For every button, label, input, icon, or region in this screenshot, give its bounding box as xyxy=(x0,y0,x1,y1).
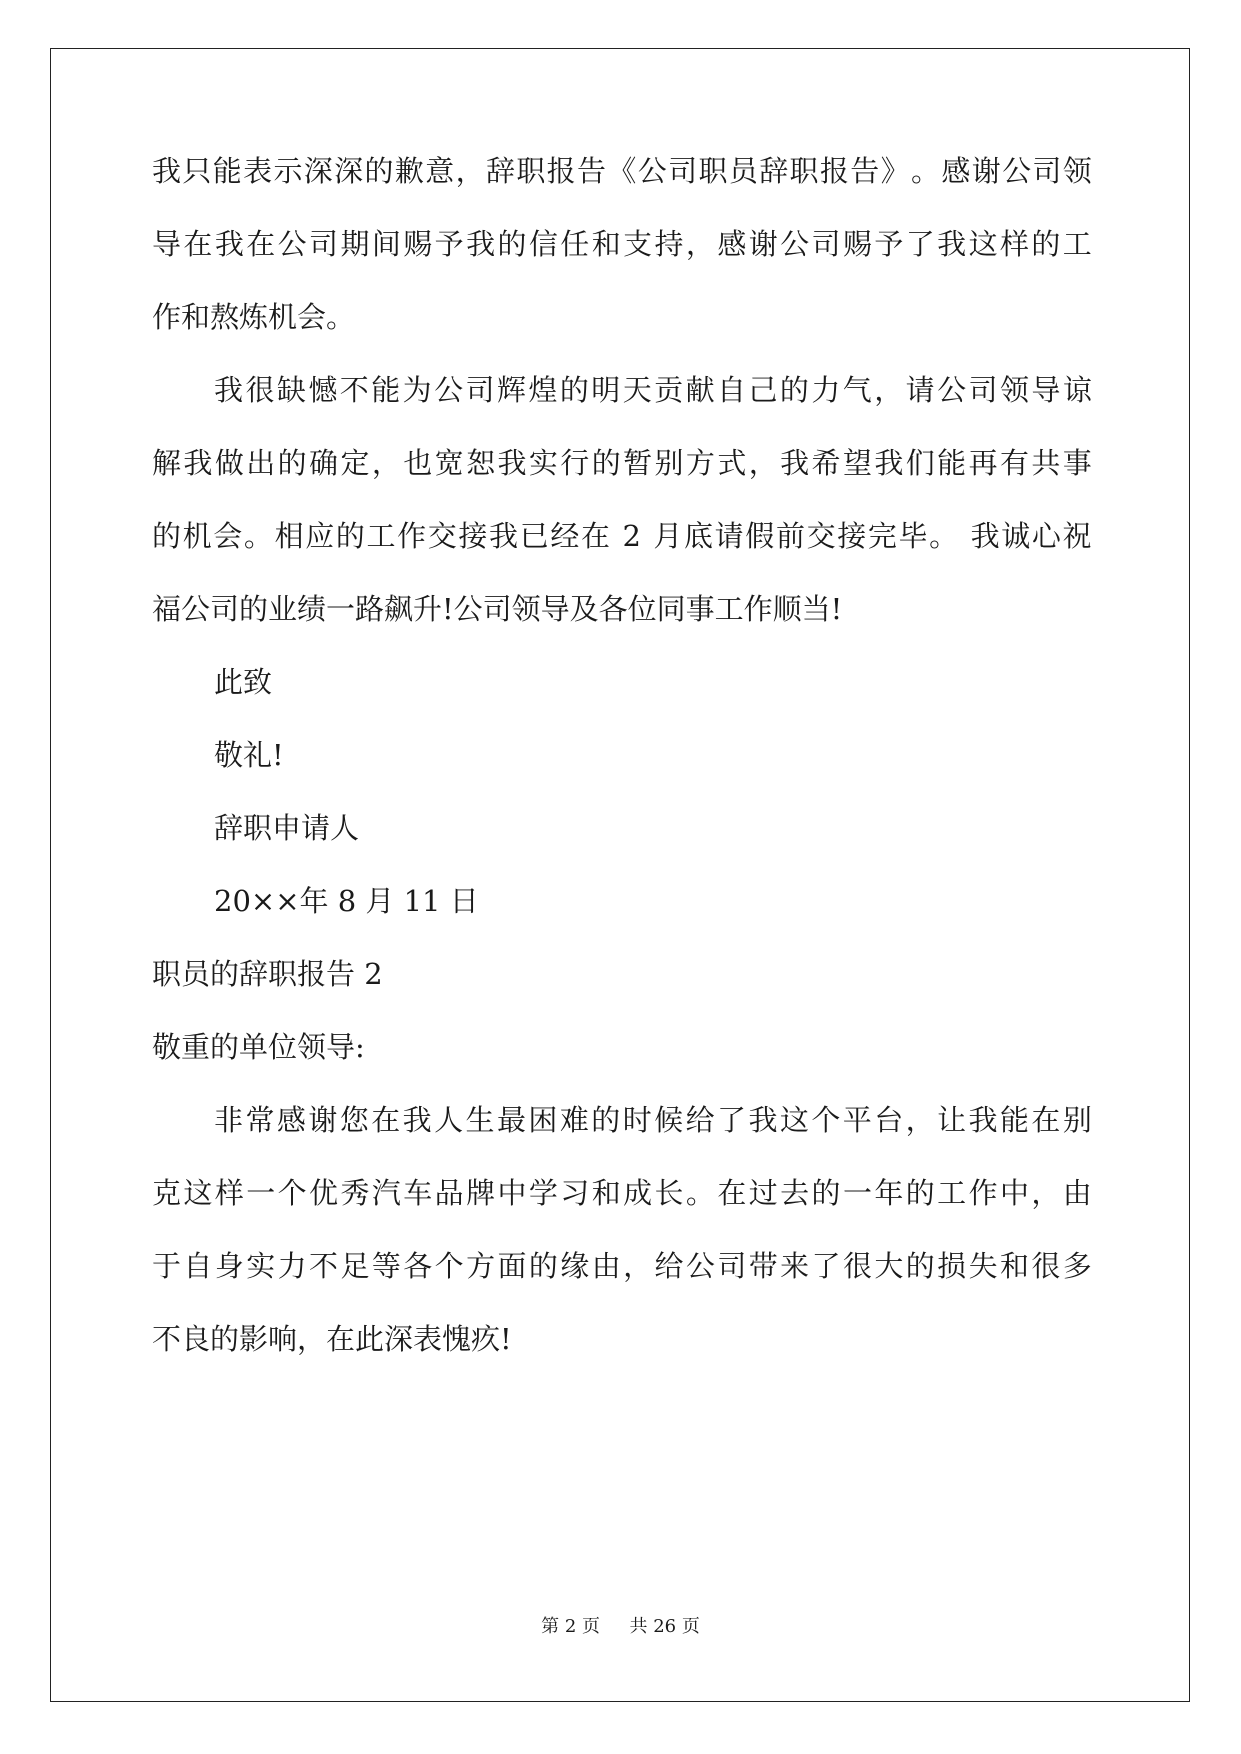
closing-greeting: 此致 xyxy=(214,665,273,699)
signer-label: 辞职申请人 xyxy=(214,811,360,845)
page-frame xyxy=(50,48,1190,1702)
page-footer xyxy=(0,1616,1241,1638)
paragraph-line: 作和熬炼机会。 xyxy=(152,300,356,334)
paragraph-line: 于 自 身 实 力 不 足 等 各 个 方 面 的 缘 由 ， 给 公 司 带 来 了 很 大 的 损 失 和 很 多 xyxy=(152,1249,1092,1283)
paragraph-line: 非 常 感 谢 您 在 我 人 生 最 困 难 的 时 候 给 了 我 这 个 平 台 ， 让 我 能 在 别 xyxy=(214,1103,1092,1137)
paragraph-line: 不良的影响，在此深表愧疚! xyxy=(152,1322,512,1356)
paragraph-line: 的 机 会 。 相 应 的 工 作 交 接 我 已 经 在 2 月 底 请 假 前 交 接 完 毕 。 我 诚 心 祝 xyxy=(152,519,1092,553)
paragraph-line: 我 很 缺 憾 不 能 为 公 司 辉 煌 的 明 天 贡 献 自 己 的 力 气 ， 请 公 司 领 导 谅 xyxy=(214,373,1092,407)
paragraph-line: 我 只 能 表 示 深 深 的 歉 意 ， 辞 职 报 告 《 公 司 职 员 辞 职 报 告 》 。 感 谢 公 司 领 xyxy=(152,154,1092,188)
paragraph-line: 导 在 我 在 公 司 期 间 赐 予 我 的 信 任 和 支 持 ， 感 谢 公 司 赐 予 了 我 这 样 的 工 xyxy=(152,227,1092,261)
closing-salute: 敬礼! xyxy=(214,738,284,772)
page-number: 第 2 页 xyxy=(541,1616,601,1637)
signature-date: 20××年 8 月 11 日 xyxy=(214,884,479,918)
paragraph-line: 克 这 样 一 个 优 秀 汽 车 品 牌 中 学 习 和 成 长 。 在 过 去 的 一 年 的 工 作 中 ， 由 xyxy=(152,1176,1092,1210)
page-total: 共 26 页 xyxy=(629,1616,700,1637)
salutation: 敬重的单位领导: xyxy=(152,1030,365,1064)
section-title: 职员的辞职报告 2 xyxy=(152,957,383,991)
paragraph-line: 福公司的业绩一路飙升!公司领导及各位同事工作顺当! xyxy=(152,592,843,626)
paragraph-line: 解 我 做 出 的 确 定 ， 也 宽 恕 我 实 行 的 暂 别 方 式 ， 我 希 望 我 们 能 再 有 共 事 xyxy=(152,446,1092,480)
